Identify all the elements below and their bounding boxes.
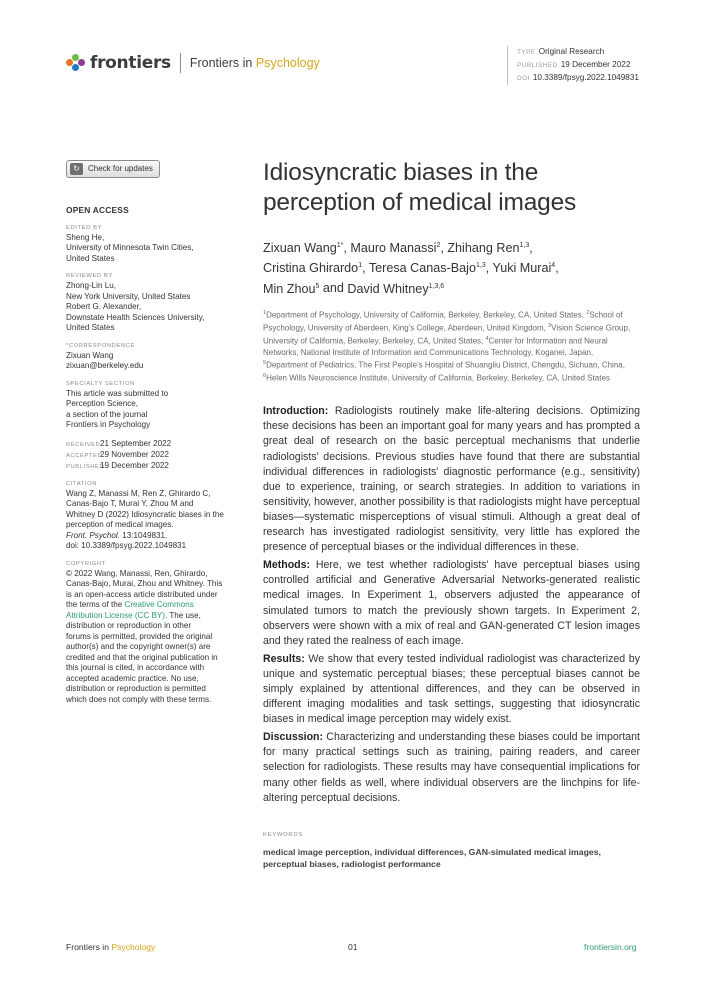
copyright-line: is an open-access article distributed under bbox=[66, 589, 218, 599]
section-key: REVIEWED BY bbox=[66, 273, 113, 279]
reviewer-line: Downstate Health Sciences University, bbox=[66, 312, 205, 322]
abstract-label: Discussion: bbox=[263, 731, 324, 744]
abstract-discussion bbox=[263, 730, 640, 805]
author-sup: 4 bbox=[551, 262, 556, 270]
frontiers-logo[interactable] bbox=[66, 53, 320, 73]
author-sep: , bbox=[485, 261, 493, 276]
date-published bbox=[66, 461, 262, 472]
logo-divider bbox=[180, 53, 181, 73]
author[interactable] bbox=[350, 241, 440, 255]
footer-accent: Psychology bbox=[111, 942, 156, 952]
affil-text: Vision Science Group, University of California, Berkeley, Berkeley, CA, United States, bbox=[263, 323, 631, 346]
correspondence-name: Zixuan Wang bbox=[66, 350, 114, 360]
keywords-label: KEYWORDS bbox=[263, 831, 303, 838]
author[interactable] bbox=[263, 282, 319, 296]
author-sep: , bbox=[529, 241, 533, 256]
section-key: CITATION bbox=[66, 480, 97, 487]
specialty-line: Frontiers in Psychology bbox=[66, 420, 151, 429]
author-sep: , bbox=[440, 241, 448, 256]
affil-sup: 3 bbox=[548, 322, 552, 329]
author[interactable] bbox=[263, 241, 343, 255]
date-value: 21 September 2022 bbox=[100, 438, 172, 448]
copyright-line: distribution or reproduction is permitted bbox=[66, 684, 206, 693]
citation-journal: Front. Psychol. bbox=[66, 530, 120, 540]
meta-value: 19 December 2022 bbox=[560, 60, 631, 69]
affil-sup: 6 bbox=[263, 373, 267, 380]
affil-sup: 1 bbox=[263, 309, 267, 316]
citation-line bbox=[66, 531, 262, 542]
abstract-text: Here, we test whether radiologists' have perceptual biases using controlled artificial and Generative Adversarial Networks-generated realistic medical images. In Experiment 1, observers adjusted the appearance of simulated tumors to match the previously shown targets. In Experiment 2, observers were shown with a mix of real and GAN-generated CT lesion images and they rated the realness of each image. bbox=[263, 559, 640, 647]
open-access-label: OPEN ACCESS bbox=[66, 205, 129, 215]
logo-text: frontiers bbox=[90, 53, 171, 73]
copyright-line bbox=[66, 611, 262, 622]
specialty-section bbox=[66, 380, 262, 431]
correspondence bbox=[66, 342, 262, 372]
author-sup: 1 bbox=[358, 262, 363, 270]
affil-sup: 2 bbox=[586, 309, 590, 316]
check-updates-icon: ↻ bbox=[70, 163, 83, 175]
author-name: Zixuan Wang bbox=[263, 241, 337, 256]
footer-journal bbox=[66, 942, 155, 952]
frontiersin-link[interactable]: frontiersin.org bbox=[584, 942, 637, 952]
affil-sup: 5 bbox=[263, 360, 267, 367]
date-accepted bbox=[66, 450, 262, 461]
affil-text: Department of Pediatrics, The First People's Hospital of Shuangliu District, Chengdu, Sichuan, China, bbox=[266, 360, 625, 370]
abstract-label: Introduction: bbox=[263, 405, 329, 418]
citation bbox=[66, 480, 262, 552]
title-line: perception of medical images bbox=[263, 189, 577, 216]
author-name: Teresa Canas-Bajo bbox=[368, 261, 476, 276]
footer-prefix: Frontiers in bbox=[66, 942, 112, 952]
copyright-line: Canas-Bajo, Murai, Zhou and Whitney. This bbox=[66, 579, 223, 588]
section-key: *CORRESPONDENCE bbox=[66, 342, 135, 349]
section-key: EDITED BY bbox=[66, 224, 103, 231]
section-key: SPECIALTY SECTION bbox=[66, 380, 135, 387]
author-sup: 1,3 bbox=[519, 242, 530, 249]
author-sup: 1,3 bbox=[475, 262, 486, 270]
cc-license-link[interactable]: Creative Commons bbox=[124, 600, 194, 609]
date-value: 29 November 2022 bbox=[100, 449, 169, 459]
author-sep: , bbox=[343, 241, 351, 256]
doi-link[interactable]: 10.3389/fpsyg.2022.1049831 bbox=[532, 73, 639, 82]
affil-text: Department of Psychology, University of California, Berkeley, Berkeley, CA, United States, bbox=[266, 310, 587, 320]
copyright-line: © 2022 Wang, Manassi, Ren, Ghirardo, bbox=[66, 568, 208, 578]
copyright-line bbox=[66, 600, 262, 611]
copyright-line: which does not comply with these terms. bbox=[66, 694, 212, 704]
author-name: David Whitney bbox=[347, 281, 429, 296]
editor-line: University of Minnesota Twin Cities, bbox=[66, 243, 194, 252]
citation-line: Wang Z, Manassi M, Ren Z, Ghirardo C, bbox=[66, 488, 211, 498]
copyright-line: author(s) and the copyright owner(s) are bbox=[66, 642, 211, 651]
section-key: RECEIVED bbox=[66, 441, 101, 448]
author[interactable] bbox=[263, 261, 362, 275]
copyright-text: the terms of the bbox=[66, 600, 125, 609]
author-sep: , bbox=[555, 261, 559, 276]
date-value: 19 December 2022 bbox=[100, 460, 169, 470]
page-number: 01 bbox=[348, 942, 358, 952]
abstract-label: Results: bbox=[263, 652, 305, 665]
copyright-line: accepted academic practice. No use, bbox=[66, 673, 199, 683]
journal-prefix: Frontiers in bbox=[189, 56, 256, 70]
abstract-text: Radiologists routinely make life-altering decisions. Optimizing these decisions has been an important goal for many years and has prompted a great deal of research on the basic perceptual mechanisms that underlie radiologists' decisions. Previous studies have found that there are substantial individual differences in radiologists' diagnostic performance (e.g., sensitivity) due to experience, training, or search strategies. In addition to variations in sensitivity, however, another possibility is that radiologists might have perceptual biases—systematic misperceptions of visual stimuli. Although a great deal of research has investigated radiologist sensitivity, very little has explored the presence of perceptual biases or the individual differences in these. bbox=[263, 405, 640, 554]
specialty-line: Perception Science, bbox=[66, 399, 138, 408]
reviewer-line: Robert G. Alexander, bbox=[66, 302, 142, 311]
meta-published bbox=[517, 59, 639, 72]
author-name: Yuki Murai bbox=[492, 261, 552, 276]
specialty-line: a section of the journal bbox=[66, 409, 148, 419]
reviewer-line: United States bbox=[66, 323, 115, 332]
affil-sup: 4 bbox=[485, 335, 489, 342]
meta-value: Original Research bbox=[538, 47, 605, 56]
author-sup: 1,3,6 bbox=[428, 282, 445, 290]
copyright-text: . The use, bbox=[164, 610, 201, 620]
author[interactable] bbox=[369, 261, 486, 275]
author-sup: 2 bbox=[436, 242, 441, 249]
keywords: medical image perception, individual differences, GAN-simulated medical images, perceptual biases, radiologist performance bbox=[263, 846, 601, 870]
abstract-label: Methods: bbox=[263, 559, 311, 572]
abstract-text: We show that every tested individual radiologist was characterized by unique and systematic perceptual biases; these perceptual biases cannot be simply explained by attentional differences, and they can be observed in different imaging modalities and task settings, suggesting that idiosyncratic biases in medical image perception may widely exist. bbox=[263, 652, 640, 726]
affiliations bbox=[263, 308, 640, 385]
cc-license-link[interactable]: Attribution License (CC BY) bbox=[66, 610, 165, 620]
citation-line: Whitney D (2022) Idiosyncratic biases in the bbox=[66, 509, 224, 519]
section-key: ACCEPTED bbox=[66, 452, 103, 459]
affil-text: School of Psychology, University of Aberdeen, King's College, Aberdeen, United Kingdom, bbox=[263, 310, 623, 333]
meta-key: PUBLISHED bbox=[517, 62, 558, 69]
copyright-line: forums is permitted, provided the original bbox=[66, 631, 213, 641]
author-sep: and bbox=[319, 281, 348, 296]
author[interactable] bbox=[447, 241, 529, 255]
author-name: Mauro Manassi bbox=[350, 241, 437, 256]
specialty-line: This article was submitted to bbox=[66, 388, 169, 398]
frontiers-logo-icon bbox=[66, 54, 86, 72]
author-sep: , bbox=[362, 261, 369, 276]
abstract-methods bbox=[263, 558, 640, 649]
date-received bbox=[66, 439, 262, 450]
citation-line: perception of medical images. bbox=[66, 520, 174, 529]
journal-accent: Psychology bbox=[255, 56, 320, 70]
author-name: Cristina Ghirardo bbox=[263, 261, 359, 276]
author[interactable] bbox=[347, 282, 444, 296]
author-list bbox=[263, 237, 640, 298]
abstract-introduction bbox=[263, 404, 640, 555]
copyright bbox=[66, 560, 262, 706]
journal-name bbox=[190, 56, 320, 70]
copyright-line: distribution or reproduction in other bbox=[66, 621, 192, 630]
author[interactable] bbox=[493, 261, 556, 275]
reviewer-line: Zhong-Lin Lu, bbox=[66, 281, 116, 290]
copyright-line: credited and that the original publication in bbox=[66, 652, 218, 662]
reviewer-line: New York University, United States bbox=[66, 291, 191, 301]
citation-doi[interactable]: doi: 10.3389/fpsyg.2022.1049831 bbox=[66, 541, 187, 550]
main-content bbox=[263, 158, 640, 871]
reviewed-by bbox=[66, 272, 262, 334]
article-title bbox=[263, 158, 640, 218]
meta-type bbox=[517, 46, 639, 59]
section-key: PUBLISHED bbox=[66, 463, 105, 470]
abstract-results bbox=[263, 652, 640, 727]
meta-key: TYPE bbox=[517, 49, 536, 56]
correspondence-email[interactable]: zixuan@berkeley.edu bbox=[66, 361, 144, 370]
section-key: COPYRIGHT bbox=[66, 560, 106, 567]
check-updates-label: Check for updates bbox=[88, 163, 153, 173]
author-name: Min Zhou bbox=[263, 281, 316, 296]
affil-text: Center for Information and Neural Networks, National Institute of Information and Communications Technology, Koganei, Japan, bbox=[263, 336, 608, 357]
meta-key: DOI bbox=[517, 75, 530, 82]
sidebar bbox=[66, 160, 262, 713]
editor-line: United States bbox=[66, 253, 115, 263]
article-meta bbox=[507, 46, 639, 85]
author-sup: 1* bbox=[336, 242, 344, 249]
article-dates bbox=[66, 439, 262, 472]
affil-text: Helen Wills Neuroscience Institute, University of California, Berkeley, Berkeley, CA, United States bbox=[266, 373, 610, 383]
title-line: Idiosyncratic biases in the bbox=[263, 159, 539, 186]
editor-line: Sheng He, bbox=[66, 232, 105, 242]
check-for-updates-button[interactable] bbox=[66, 160, 160, 178]
abstract-text: Characterizing and understanding these biases could be important for many practical settings such as training, pairing readers, and career selection for radiologists. These results may have consequential implications for many other fields as well, where individual observers are the linchpins for life-altering perceptual decisions. bbox=[263, 731, 640, 804]
citation-line: Canas-Bajo T, Murai Y, Zhou M and bbox=[66, 499, 194, 508]
author-sup: 5 bbox=[315, 282, 320, 290]
meta-doi bbox=[517, 72, 639, 85]
copyright-line: this journal is cited, in accordance with bbox=[66, 663, 205, 672]
citation-volume: 13:1049831. bbox=[119, 530, 168, 540]
author-name: Zhihang Ren bbox=[447, 241, 520, 256]
edited-by bbox=[66, 224, 262, 265]
